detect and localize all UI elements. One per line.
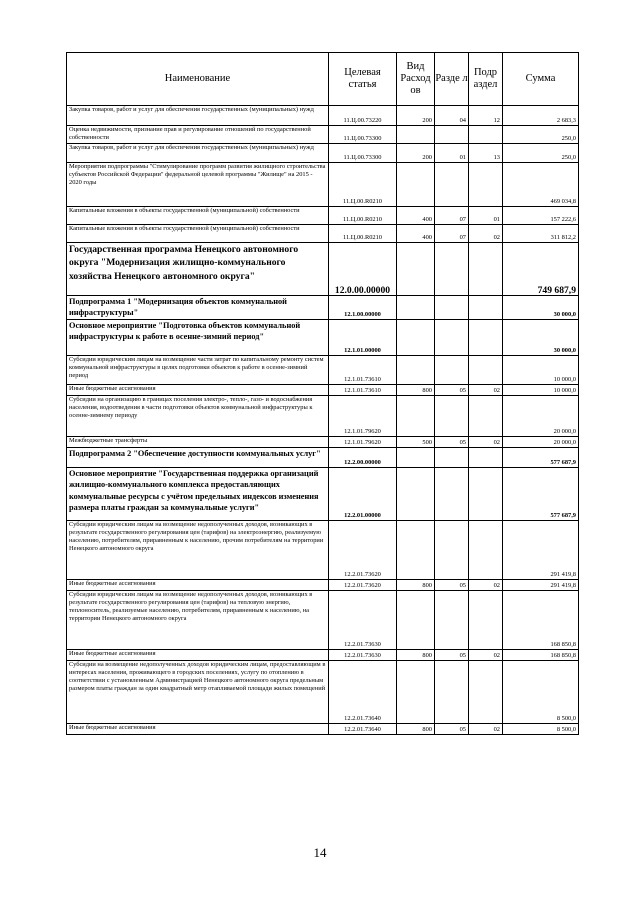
- cell-subsection: 01: [469, 206, 503, 224]
- table-row: [67, 395, 579, 436]
- cell-section: [435, 590, 469, 649]
- cell-amount: 291 419,8: [503, 520, 579, 579]
- cell-type: 800: [397, 649, 435, 660]
- header-target: Целевая статья: [329, 53, 397, 106]
- cell-name: Субсидии юридическим лицам на возмещение части затрат по капитальному ремонту систем коммунальной инфраструктуры в целях подготовки объектов к работе в осенне-зимний период: [67, 355, 329, 384]
- header-section: Разде л: [435, 53, 469, 106]
- cell-subsection: 02: [469, 579, 503, 590]
- cell-subsection: [469, 355, 503, 384]
- cell-subsection: [469, 447, 503, 467]
- cell-target: 12.2.01.00000: [329, 467, 397, 520]
- cell-name: Подпрограмма 1 "Модернизация объектов коммунальной инфраструктуры": [67, 295, 329, 319]
- cell-target: 12.1.01.73610: [329, 384, 397, 395]
- table-row: [67, 467, 579, 520]
- cell-subsection: 02: [469, 436, 503, 447]
- cell-type: [397, 295, 435, 319]
- cell-section: 05: [435, 384, 469, 395]
- cell-name: Основное мероприятие "Подготовка объектов коммунальной инфраструктуры к работе в осенне-зимний период": [67, 319, 329, 355]
- table-row: [67, 520, 579, 579]
- cell-name: Межбюджетные трансферты: [67, 436, 329, 447]
- cell-section: [435, 242, 469, 295]
- cell-subsection: [469, 242, 503, 295]
- cell-type: 500: [397, 436, 435, 447]
- cell-section: [435, 520, 469, 579]
- cell-section: [435, 162, 469, 206]
- cell-subsection: [469, 590, 503, 649]
- cell-name: Субсидии на возмещение недополученных доходов юридическим лицам, предоставляющим в интересах населения, проживающего в городских поселениях, услугу по отоплению в соответствии с установленным Администрацией Ненецкого автономного округа предельным размером платы граждан за один квадратный метр отапливаемой площади жилых помещений: [67, 660, 329, 723]
- cell-amount: 469 034,8: [503, 162, 579, 206]
- cell-type: [397, 162, 435, 206]
- cell-type: 200: [397, 106, 435, 126]
- table-row: [67, 162, 579, 206]
- table-row: [67, 447, 579, 467]
- cell-target: 11.Ц.00.73300: [329, 126, 397, 144]
- cell-amount: 291 419,8: [503, 579, 579, 590]
- cell-name: Субсидии на организацию в границах поселения электро-, тепло-, газо- и водоснабжения населения, водоотведения в части подготовки объектов коммунальной инфраструктуры к осенне-зимнему периоду: [67, 395, 329, 436]
- cell-section: [435, 395, 469, 436]
- cell-type: [397, 319, 435, 355]
- cell-amount: 10 000,0: [503, 355, 579, 384]
- page-number: 14: [313, 845, 327, 860]
- cell-target: 12.2.00.00000: [329, 447, 397, 467]
- cell-name: Основное мероприятие "Государственная поддержка организаций жилищно-коммунального комплекса предоставляющих коммунальные ресурсы с учётом предельных индексов изменения размера платы граждан за коммунальные услуги": [67, 467, 329, 520]
- cell-type: [397, 242, 435, 295]
- cell-subsection: 02: [469, 723, 503, 734]
- cell-type: [397, 355, 435, 384]
- cell-section: [435, 295, 469, 319]
- cell-type: 200: [397, 143, 435, 162]
- cell-amount: 250,0: [503, 143, 579, 162]
- cell-amount: 749 687,9: [503, 242, 579, 295]
- table-row: [67, 143, 579, 162]
- cell-section: 05: [435, 649, 469, 660]
- cell-name: Иные бюджетные ассигнования: [67, 649, 329, 660]
- header-name: Наименование: [67, 53, 329, 106]
- table-row: [67, 590, 579, 649]
- cell-target: 12.1.01.73610: [329, 355, 397, 384]
- cell-target: 12.2.01.73630: [329, 649, 397, 660]
- table-row: [67, 384, 579, 395]
- table-row: [67, 355, 579, 384]
- cell-amount: 30 000,0: [503, 295, 579, 319]
- cell-type: [397, 395, 435, 436]
- budget-table: [66, 52, 579, 735]
- cell-section: 07: [435, 206, 469, 224]
- table-body: [67, 106, 579, 735]
- cell-amount: 168 850,8: [503, 649, 579, 660]
- cell-name: Субсидии юридическим лицам на возмещение недополученных доходов, возникающих в результате государственного регулирования цен (тарифов) на электроэнергию, реализуемую населению, потребителям, приравненным к населению, прочим потребителям на территории Ненецкого автономного округа: [67, 520, 329, 579]
- cell-type: 800: [397, 723, 435, 734]
- cell-subsection: [469, 295, 503, 319]
- cell-target: 12.2.01.73640: [329, 723, 397, 734]
- cell-section: 05: [435, 579, 469, 590]
- cell-name: Закупка товаров, работ и услуг для обеспечения государственных (муниципальных) нужд: [67, 106, 329, 126]
- cell-name: Субсидии юридическим лицам на возмещение недополученных доходов, возникающих в результате государственного регулирования цен (тарифов) на тепловую энергию, теплоноситель, реализуемые населению, потребителям, приравненным к населению, на территории Ненецкого автономного округа: [67, 590, 329, 649]
- cell-section: 07: [435, 224, 469, 242]
- cell-type: [397, 126, 435, 144]
- cell-target: 12.1.01.79620: [329, 436, 397, 447]
- cell-name: Иные бюджетные ассигнования: [67, 384, 329, 395]
- cell-subsection: 02: [469, 384, 503, 395]
- cell-section: 05: [435, 436, 469, 447]
- cell-name: Иные бюджетные ассигнования: [67, 579, 329, 590]
- table-row: [67, 319, 579, 355]
- header-amount: Сумма: [503, 53, 579, 106]
- cell-subsection: 02: [469, 224, 503, 242]
- cell-subsection: [469, 467, 503, 520]
- cell-amount: 8 500,0: [503, 723, 579, 734]
- header-subsection: Подр аздел: [469, 53, 503, 106]
- cell-target: 11.Ц.00.R0210: [329, 206, 397, 224]
- cell-amount: 311 812,2: [503, 224, 579, 242]
- cell-target: 12.1.00.00000: [329, 295, 397, 319]
- cell-target: 11.Ц.00.R0210: [329, 224, 397, 242]
- cell-subsection: 02: [469, 649, 503, 660]
- cell-amount: 8 500,0: [503, 660, 579, 723]
- cell-type: 400: [397, 224, 435, 242]
- cell-section: [435, 467, 469, 520]
- cell-section: [435, 447, 469, 467]
- cell-subsection: [469, 126, 503, 144]
- cell-section: 01: [435, 143, 469, 162]
- cell-type: 800: [397, 579, 435, 590]
- cell-target: 12.2.01.73620: [329, 520, 397, 579]
- cell-name: Оценка недвижимости, признание прав и регулирование отношений по государственной собственности: [67, 126, 329, 144]
- cell-target: 12.1.01.00000: [329, 319, 397, 355]
- cell-name: Государственная программа Ненецкого автономного округа "Модернизация жилищно-коммунального хозяйства Ненецкого автономного округа": [67, 242, 329, 295]
- table-row: [67, 660, 579, 723]
- table-row: [67, 206, 579, 224]
- header-type: Вид Расход ов: [397, 53, 435, 106]
- cell-type: [397, 467, 435, 520]
- cell-type: 400: [397, 206, 435, 224]
- cell-amount: 577 687,9: [503, 447, 579, 467]
- cell-section: [435, 319, 469, 355]
- cell-name: Подпрограмма 2 "Обеспечение доступности коммунальных услуг": [67, 447, 329, 467]
- cell-section: [435, 355, 469, 384]
- cell-type: [397, 590, 435, 649]
- cell-section: 04: [435, 106, 469, 126]
- cell-amount: 30 000,0: [503, 319, 579, 355]
- cell-subsection: [469, 319, 503, 355]
- cell-target: 11.Ц.00.73220: [329, 106, 397, 126]
- cell-name: Капитальные вложения в объекты государственной (муниципальной) собственности: [67, 224, 329, 242]
- cell-amount: 2 683,3: [503, 106, 579, 126]
- cell-target: 11.Ц.00.R0210: [329, 162, 397, 206]
- cell-subsection: [469, 660, 503, 723]
- cell-target: 12.2.01.73620: [329, 579, 397, 590]
- cell-amount: 250,0: [503, 126, 579, 144]
- cell-amount: 20 000,0: [503, 395, 579, 436]
- cell-amount: 10 000,0: [503, 384, 579, 395]
- cell-amount: 157 222,6: [503, 206, 579, 224]
- cell-name: Закупка товаров, работ и услуг для обеспечения государственных (муниципальных) нужд: [67, 143, 329, 162]
- table-row: [67, 723, 579, 734]
- cell-section: 05: [435, 723, 469, 734]
- cell-type: [397, 447, 435, 467]
- table-header-row: [67, 53, 579, 106]
- cell-section: [435, 660, 469, 723]
- table-row: [67, 579, 579, 590]
- table-row: [67, 242, 579, 295]
- table-row: [67, 224, 579, 242]
- cell-section: [435, 126, 469, 144]
- cell-amount: 168 850,8: [503, 590, 579, 649]
- cell-subsection: [469, 395, 503, 436]
- cell-subsection: 13: [469, 143, 503, 162]
- cell-type: [397, 660, 435, 723]
- cell-name: Мероприятия подпрограммы "Стимулирование программ развития жилищного строительства субъектов Российской Федерации" федеральной целевой программы "Жилище" на 2015 - 2020 годы: [67, 162, 329, 206]
- cell-target: 12.1.01.79620: [329, 395, 397, 436]
- cell-subsection: [469, 162, 503, 206]
- cell-target: 12.2.01.73630: [329, 590, 397, 649]
- table-row: [67, 295, 579, 319]
- cell-target: 12.2.01.73640: [329, 660, 397, 723]
- cell-subsection: 12: [469, 106, 503, 126]
- cell-target: 11.Ц.00.73300: [329, 143, 397, 162]
- table-row: [67, 649, 579, 660]
- cell-subsection: [469, 520, 503, 579]
- cell-name: Иные бюджетные ассигнования: [67, 723, 329, 734]
- table-row: [67, 106, 579, 126]
- cell-type: 800: [397, 384, 435, 395]
- cell-amount: 20 000,0: [503, 436, 579, 447]
- cell-name: Капитальные вложения в объекты государственной (муниципальной) собственности: [67, 206, 329, 224]
- cell-target: 12.0.00.00000: [329, 242, 397, 295]
- table-row: [67, 436, 579, 447]
- cell-amount: 577 687,9: [503, 467, 579, 520]
- table-row: [67, 126, 579, 144]
- cell-type: [397, 520, 435, 579]
